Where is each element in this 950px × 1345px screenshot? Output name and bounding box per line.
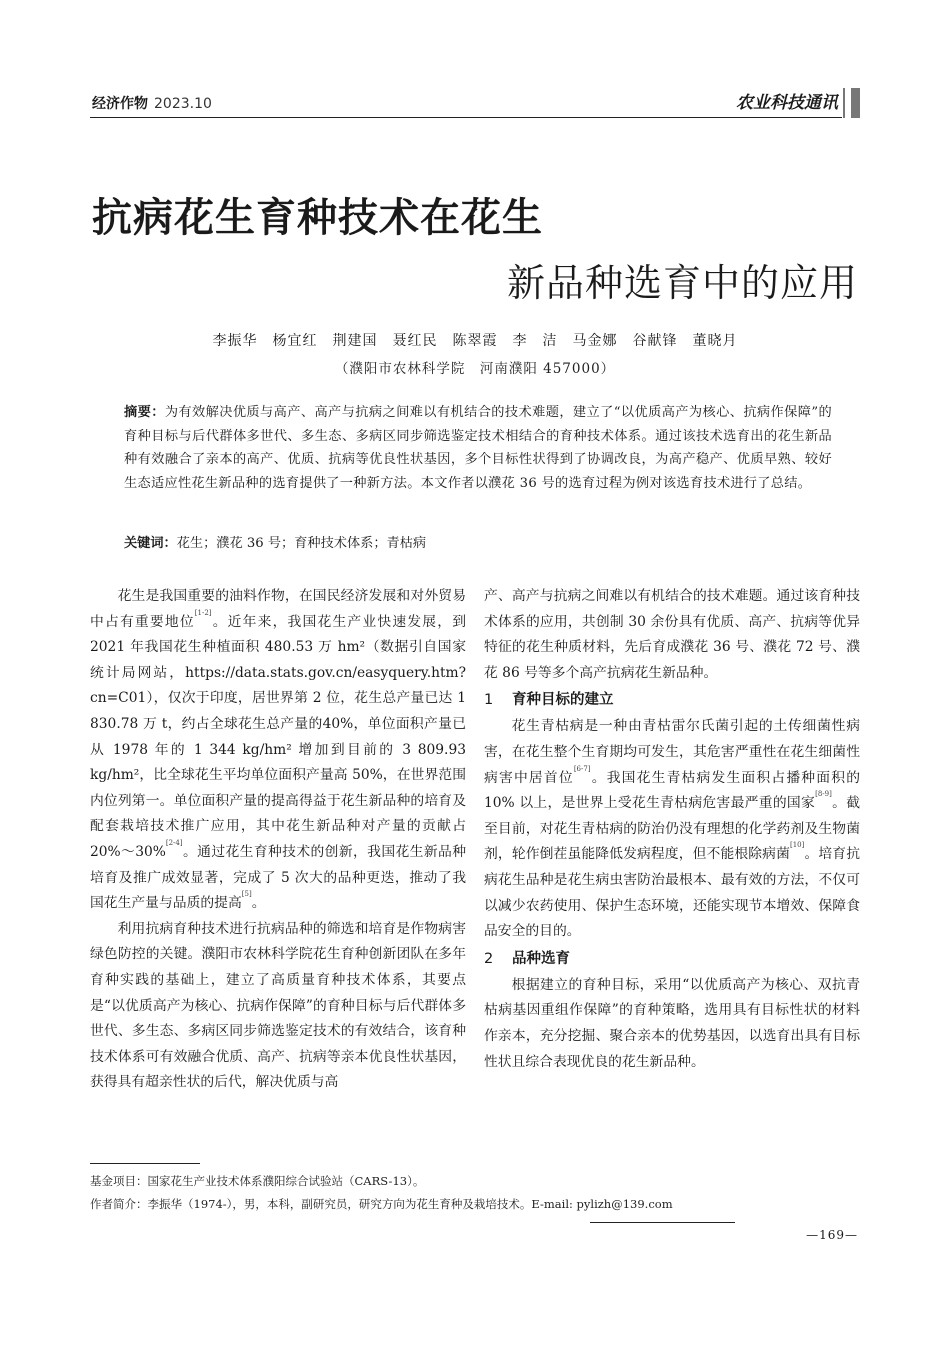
paragraph-bacterial-wilt	[484, 714, 860, 944]
title-line-2: 新品种选育中的应用	[506, 261, 858, 305]
header-bar-thin	[843, 88, 845, 118]
footnote-rule-right	[590, 1222, 735, 1223]
paragraph-intro	[90, 584, 466, 917]
section-heading-1	[484, 687, 860, 714]
author-list: 李振华 杨宜红 荆建国 聂红民 陈翠霞 李 洁 马金娜 谷献锋 董晓月	[212, 333, 738, 349]
citation: [2-4]	[165, 838, 183, 847]
header-bar	[851, 88, 860, 118]
footnote-fund: 基金项目：国家花生产业技术体系濮阳综合试验站（CARS-13）。	[90, 1174, 425, 1188]
paragraph-variety-selection: 根据建立的育种目标，采用“以优质高产为核心、双抗青枯病基因重组作保障”的育种策略，选用具有目标性状的材料作亲本，充分挖掘、聚合亲本的优势基因，以选育出具有目标性状且综合表现优良的花生新品种。	[484, 976, 860, 1070]
citation: [1-2]	[194, 608, 212, 617]
section-title: 育种目标的建立	[512, 692, 614, 709]
paragraph-disease-breeding: 利用抗病育种技术进行抗病品种的筛选和培育是作物病害绿色防控的关键。濮阳市农林科学院花生育种创新团队在多年育种实践的基础上，建立了高质量育种技术体系，其要点是“以优质高产为核心、抗病作保障”的育种目标与后代群体多世代、多生态、多病区同步筛选鉴定技术的有效结合，该育种技术体系可有效融合优质、高产、抗病等亲本优良性状基因，获得具有超亲性状的后代，解决优质与高	[90, 920, 466, 1091]
journal-logo: 农业科技通讯	[736, 93, 838, 113]
citation: [6-7]	[573, 764, 591, 773]
p3-text-b: 。我国花生青枯病发生面积占播种面积的 10% 以上，是世界上受花生青枯病危害最严重的国家	[484, 769, 861, 812]
title-line-1: 抗病花生育种技术在花生	[92, 195, 543, 241]
keywords-text: 花生；濮花 36 号；育种技术体系；青枯病	[176, 536, 427, 551]
footnote-rule	[90, 1163, 200, 1164]
citation: [5]	[241, 890, 252, 899]
section-number: 2	[484, 950, 494, 967]
citation: [8-9]	[815, 790, 832, 799]
p1-text-a: 花生是我国重要的油料作物，在国民经济发展和对外贸易中占有重要地位	[90, 588, 466, 630]
section-heading-2	[484, 946, 860, 973]
abstract	[124, 401, 832, 495]
section-title: 品种选育	[512, 950, 570, 967]
section-number: 1	[484, 692, 494, 709]
abstract-text: 为有效解决优质与高产、高产与抗病之间难以有机结合的技术难题，建立了“以优质高产为核心、抗病作保障”的育种目标与后代群体多世代、多生态、多病区同步筛选鉴定技术相结合的育种技术体系。通过该技术选育出的花生新品种有效融合了亲本的高产、优质、抗病等优良性状基因，多个目标性状得到了协调改良，为高产稳产、优质早熟、较好生态适应性花生新品种的选育提供了一种新方法。本文作者以濮花 36 号的选育过程为例对该选育技术进行了总结。	[124, 405, 832, 491]
citation: [10]	[790, 841, 805, 850]
paragraph-continued: 产、高产与抗病之间难以有机结合的技术难题。通过该育种技术体系的应用，共创制 30 余份具有优质、高产、抗病等优异特征的花生种质材料，先后育成濮花 36 号、濮花 72 号、濮花 86 号等多个高产抗病花生新品种。	[484, 588, 860, 681]
p1-text-d: 。	[251, 895, 266, 912]
p3-text-c: 。截至目前，对花生青枯病的防治仍没有理想的化学药剂及生物菌剂，轮作倒茬虽能降低发病程度，但不能根除病菌	[484, 795, 860, 863]
page-number: —169—	[806, 1228, 858, 1242]
issue-date: 2023.10	[154, 96, 212, 112]
body-column-left	[90, 584, 466, 1096]
header-rule	[90, 117, 842, 118]
keywords	[124, 532, 832, 555]
p1-text-c: 。通过花生育种技术的创新，我国花生新品种培育及推广成效显著，完成了 5 次大的品种更迭，推动了我国花生产量与品质的提高	[90, 843, 466, 912]
keywords-label: 关键词：	[124, 536, 177, 551]
abstract-label: 摘要：	[124, 405, 165, 420]
p3-text-d: 。培育抗病花生品种是花生病虫害防治最根本、最有效的方法，不仅可以减少农药使用、保护生态环境，还能实现节本增效、保障食品安全的目的。	[484, 846, 861, 940]
affiliation: （濮阳市农林科学院 河南濮阳 457000）	[334, 361, 616, 377]
section-name: 经济作物	[92, 96, 148, 112]
p3-text-a: 花生青枯病是一种由青枯雷尔氏菌引起的土传细菌性病害，在花生整个生育期均可发生，其危害严重性在花生细菌性病害中居首位	[484, 718, 860, 786]
p1-text-b: 。近年来，我国花生产业快速发展，到 2021 年我国花生种植面积 480.53 万 hm²（数据引自国家统计局网站，https://data.stats.gov.cn/easyquery.htm?cn=C01），仅次于印度，居世界第 2 位，花生总产量已达 1 830.78 万 t，约占全球花生总产量的40%，单位面积产量已从 1978 年的 1 344 kg/hm² 增加到目前的 3 809.93 kg/hm²，比全球花生平均单位面积产量高 50%，在世界范围内位列第一。单位面积产量的提高得益于花生新品种的培育及配套栽培技术推广应用，其中花生新品种对产量的贡献占 20%～30%	[90, 613, 467, 860]
body-column-right	[484, 584, 860, 1075]
journal-section-header	[92, 93, 212, 113]
footnote-author: 作者简介：李振华（1974-），男，本科，副研究员，研究方向为花生育种及栽培技术。E-mail: pylizh@139.com	[90, 1197, 673, 1211]
